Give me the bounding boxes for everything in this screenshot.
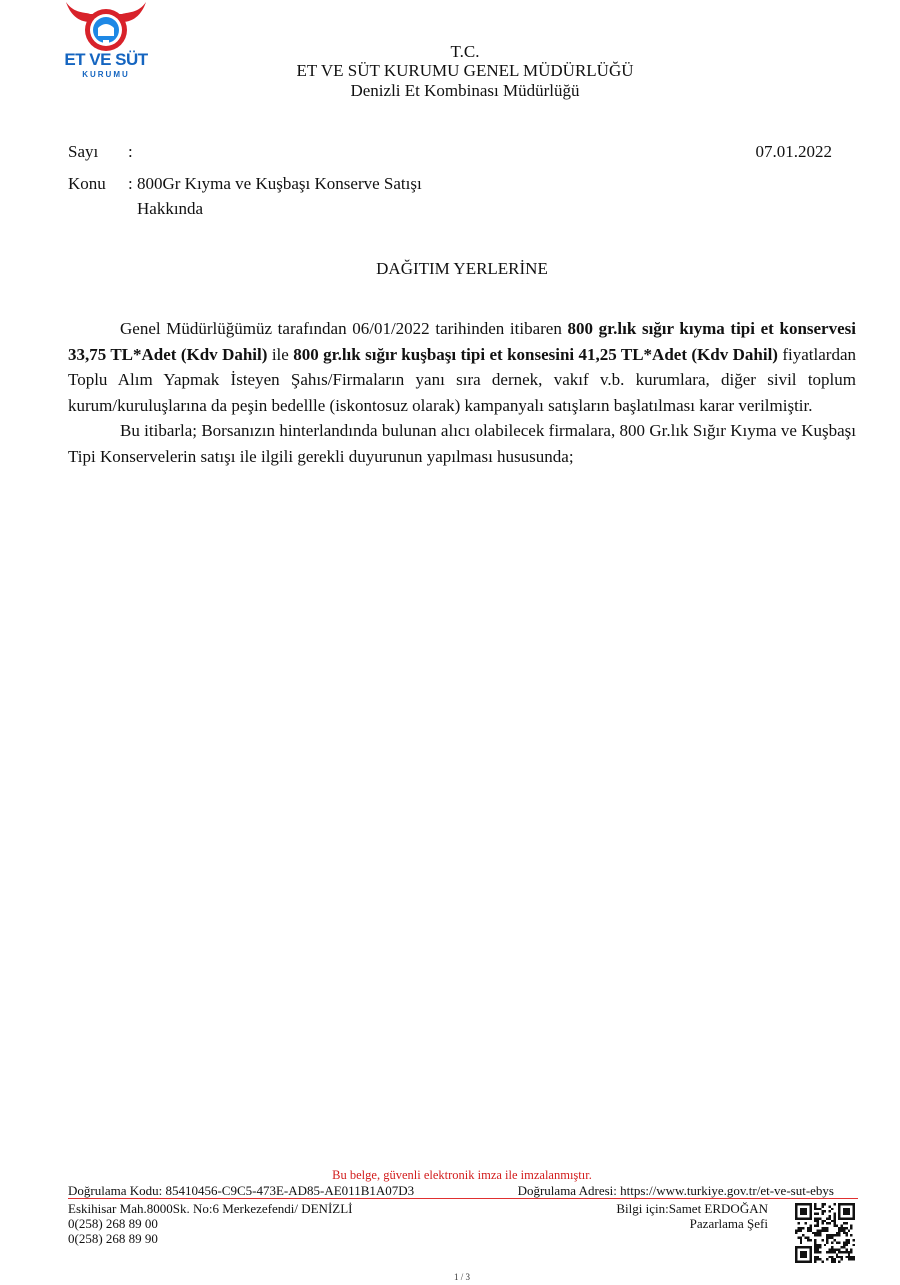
footer-fax: 0(258) 268 89 90 <box>68 1231 158 1246</box>
p1-text-a: Genel Müdürlüğümüz tarafından 06/01/2022 tarihinden itibaren <box>120 319 568 338</box>
konu-value-cont: Hakkında <box>137 199 204 218</box>
sayi-value: : <box>128 142 133 161</box>
p1-bold-kiyma: 800 gr.lık sığır kıyma tipi et konservesi 33,75 TL*Adet (Kdv Dahil) <box>68 319 856 364</box>
page-number: 1 / 3 <box>453 1272 470 1282</box>
sayi-label: Sayı <box>68 142 99 161</box>
footer-contact-person: Bilgi için:Samet ERDOĞAN <box>616 1201 768 1216</box>
paragraph-2: Bu itibarla; Borsanızın hinterlandında bulunan alıcı olabilecek firmalara, 800 Gr.lık Sığır Kıyma ve Kuşbaşı Tipi Konservelerin satışı ile ilgili gerekli duyurunun yapılması hususunda; <box>68 421 856 466</box>
p1-text-e: fiyatlardan Toplu Alım Yapmak İsteyen Şahıs/Firmaların yanı sıra dernek, vakıf v.b. kurumlara, diğer sivil toplum kurum/kuruluşlarına da peşin bedellle (iskontosuz olarak) kampanyalı satışların başlatılması karar verilmiştir. <box>68 344 856 415</box>
footer-address: Eskihisar Mah.8000Sk. No:6 Merkezefendi/ DENİZLİ <box>68 1201 353 1216</box>
letter-body <box>68 316 856 469</box>
e-signature-note: Bu belge, güvenli elektronik imza ile imzalanmıştır. <box>332 1168 592 1182</box>
verification-code: Doğrulama Kodu: 85410456-C9C5-473E-AD85-AE011B1A07D3 <box>68 1183 415 1198</box>
header-institution: ET VE SÜT KURUMU GENEL MÜDÜRLÜĞÜ <box>296 61 634 80</box>
konu-label: Konu <box>68 174 106 193</box>
p1-text-c: ile <box>267 344 294 364</box>
konu-value: : 800Gr Kıyma ve Kuşbaşı Konserve Satışı <box>128 174 422 193</box>
footer-contact-title: Pazarlama Şefi <box>689 1216 768 1231</box>
paragraph-1 <box>68 316 856 418</box>
header-unit: Denizli Et Kombinası Müdürlüğü <box>350 81 580 100</box>
header-line-tc: T.C. <box>450 42 480 61</box>
document-date: 07.01.2022 <box>755 142 832 161</box>
footer-divider <box>68 1198 858 1199</box>
p1-bold-kusbasi: 800 gr.lık sığır kuşbaşı tipi et konsesini 41,25 TL*Adet (Kdv Dahil) <box>293 344 778 364</box>
footer-phone: 0(258) 268 89 00 <box>68 1216 158 1231</box>
qr-code-icon <box>795 1203 855 1263</box>
institution-logo <box>60 0 152 84</box>
logo-emblem <box>60 0 152 56</box>
logo-brand-sub: KURUMU <box>82 70 130 79</box>
logo-brand-text: ET VE SÜT <box>64 50 148 69</box>
verification-address: Doğrulama Adresi: https://www.turkiye.gov.tr/et-ve-sut-ebys <box>517 1183 834 1198</box>
distribution-title: DAĞITIM YERLERİNE <box>376 259 548 278</box>
